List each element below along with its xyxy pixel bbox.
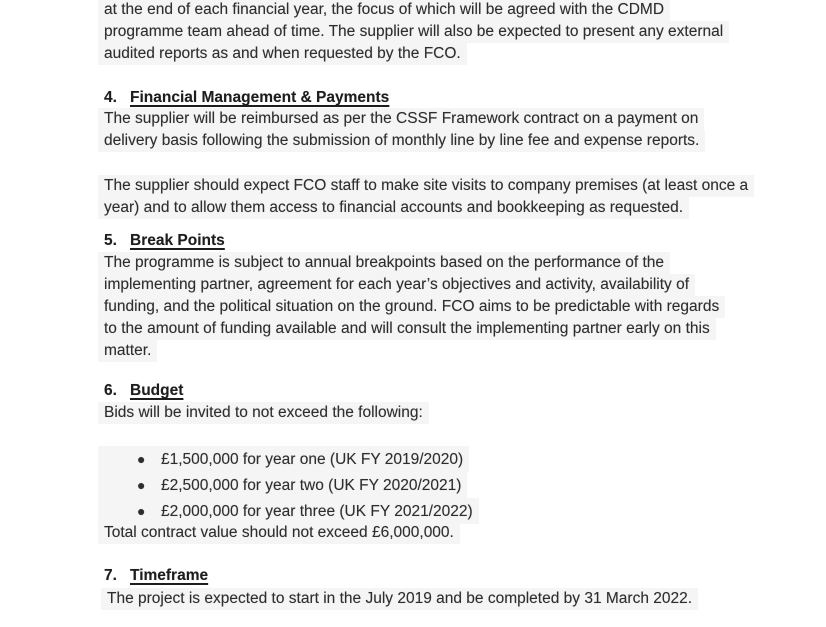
text-line: The supplier will be reimbursed as per the CSSF Framework contract on a payment on (98, 108, 704, 130)
heading-number: 4. (104, 89, 117, 106)
bullet-text: £1,500,000 for year one (UK FY 2019/2020) (161, 451, 464, 468)
bullet-icon: ● (137, 477, 146, 493)
heading-title: Financial Management & Payments (130, 89, 390, 106)
heading-title: Budget (130, 382, 184, 399)
text-line: year) and to allow them access to financial accounts and bookkeeping as requested. (98, 197, 689, 219)
paragraph-project-timeframe (107, 588, 692, 610)
text-line: at the end of each financial year, the focus of which will be agreed with the CDMD (98, 0, 670, 21)
paragraph-audited-reports (104, 0, 723, 65)
heading-number: 5. (104, 232, 117, 249)
text-line: matter. (98, 340, 157, 362)
heading-timeframe (104, 565, 208, 587)
text-line: Total contract value should not exceed £6,000,000. (98, 522, 460, 544)
text-line: programme team ahead of time. The supplier will also be expected to present any external (98, 21, 729, 43)
paragraph-bids-intro (104, 402, 423, 424)
bullet-icon: ● (137, 451, 146, 467)
heading-title: Break Points (130, 232, 225, 249)
heading-budget (104, 380, 183, 402)
bullet-item (98, 446, 469, 472)
heading-number: 7. (104, 567, 117, 584)
heading-title: Timeframe (130, 567, 209, 584)
paragraph-reimbursement (104, 108, 699, 152)
text-line: to the amount of funding available and will consult the implementing partner early on this (98, 318, 716, 340)
text-line: implementing partner, agreement for each year’s objectives and activity, availability of (98, 274, 695, 296)
budget-bullet-list (104, 446, 473, 524)
text-line: audited reports as and when requested by the FCO. (98, 43, 467, 65)
bullet-text: £2,000,000 for year three (UK FY 2021/2022) (161, 503, 473, 520)
text-line: The programme is subject to annual breakpoints based on the performance of the (98, 252, 670, 274)
bullet-item (98, 498, 479, 524)
heading-financial-management (104, 87, 389, 109)
heading-number: 6. (104, 382, 117, 399)
bullet-item (98, 472, 467, 498)
bullet-icon: ● (137, 503, 146, 519)
text-line: Bids will be invited to not exceed the following: (98, 402, 429, 424)
text-line: The supplier should expect FCO staff to make site visits to company premises (at least once a (98, 175, 754, 197)
paragraph-breakpoints-body (104, 252, 719, 362)
text-line: The project is expected to start in the July 2019 and be completed by 31 March 2022. (101, 588, 698, 610)
heading-break-points (104, 230, 225, 252)
text-line: delivery basis following the submission of monthly line by line fee and expense reports. (98, 130, 705, 152)
bullet-text: £2,500,000 for year two (UK FY 2020/2021) (161, 477, 462, 494)
paragraph-site-visits (104, 175, 748, 219)
paragraph-total-contract (104, 522, 454, 544)
text-line: funding, and the political situation on the ground. FCO aims to be predictable with regards (98, 296, 725, 318)
